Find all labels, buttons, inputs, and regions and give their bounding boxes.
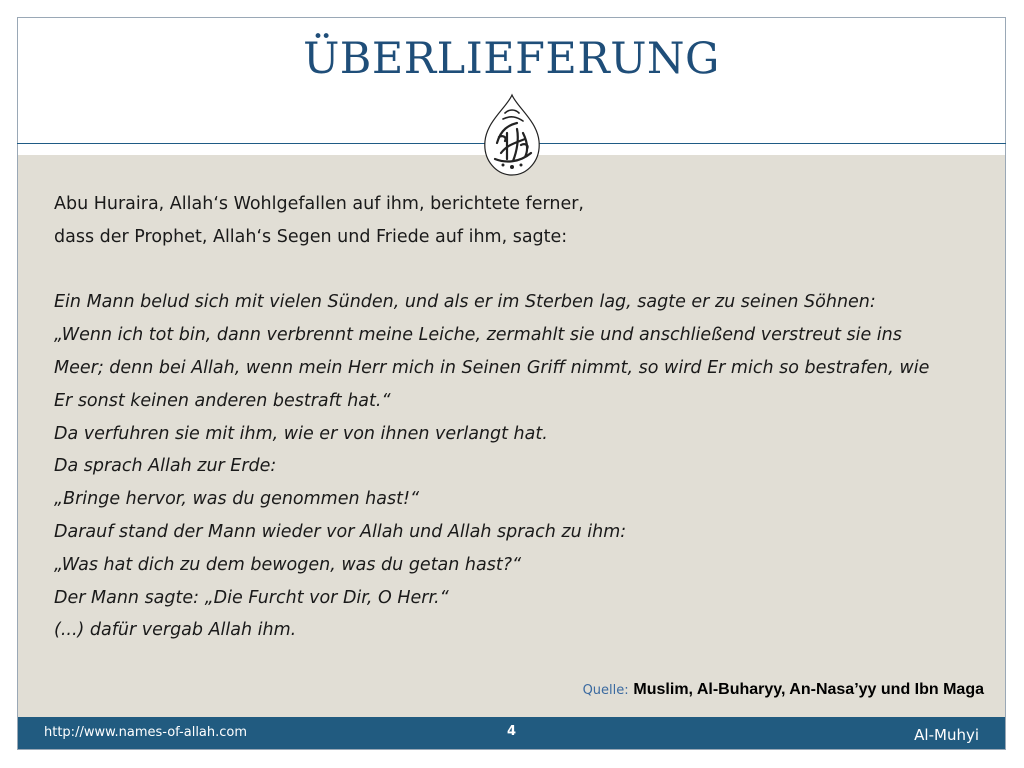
source-references: Muslim, Al-Buharyy, An-Nasa’yy und Ibn Maga — [633, 681, 984, 698]
hadith-line: „Was hat dich zu dem bewogen, was du getan hast?“ — [54, 554, 522, 575]
footer-bar — [18, 717, 1005, 749]
paragraph-gap — [54, 254, 984, 287]
page-number: 4 — [506, 724, 517, 739]
hadith-line: Ein Mann belud sich mit vielen Sünden, und als er im Sterben lag, sagte er zu seinen Söhnen: — [54, 292, 876, 313]
hadith-line: (...) dafür vergab Allah ihm. — [54, 620, 297, 641]
source-label: Quelle: — [582, 683, 629, 698]
slide-title: ÜBERLIEFERUNG — [303, 34, 720, 84]
hadith-line: „Wenn ich tot bin, dann verbrennt meine Leiche, zermahlt sie und anschließend verstreut sie ins — [54, 325, 902, 346]
intro-line: Abu Huraira, Allah‘s Wohlgefallen auf ihm, berichtete ferner, — [54, 194, 584, 214]
hadith-line: Meer; denn bei Allah, wenn mein Herr mich in Seinen Griff nimmt, so wird Er mich so bestrafen, wie — [54, 357, 930, 378]
footer-name: Al-Muhyi — [914, 726, 979, 744]
intro-line: dass der Prophet, Allah‘s Segen und Friede auf ihm, sagte: — [54, 226, 568, 247]
body-text — [54, 188, 984, 647]
hadith-line: Der Mann sagte: „Die Furcht vor Dir, O Herr.“ — [54, 587, 449, 608]
arabic-calligraphy-teardrop-icon — [477, 93, 547, 177]
footer-url-link[interactable]: http://www.names-of-allah.com — [44, 725, 248, 740]
hadith-line: Er sonst keinen anderen bestraft hat.“ — [54, 390, 391, 411]
hadith-line: Da verfuhren sie mit ihm, wie er von ihnen verlangt hat. — [54, 423, 548, 444]
hadith-line: Da sprach Allah zur Erde: — [54, 456, 277, 477]
hadith-line: „Bringe hervor, was du genommen hast!“ — [54, 489, 420, 510]
source-citation — [583, 680, 984, 699]
hadith-line: Darauf stand der Mann wieder vor Allah und Allah sprach zu ihm: — [54, 521, 627, 542]
